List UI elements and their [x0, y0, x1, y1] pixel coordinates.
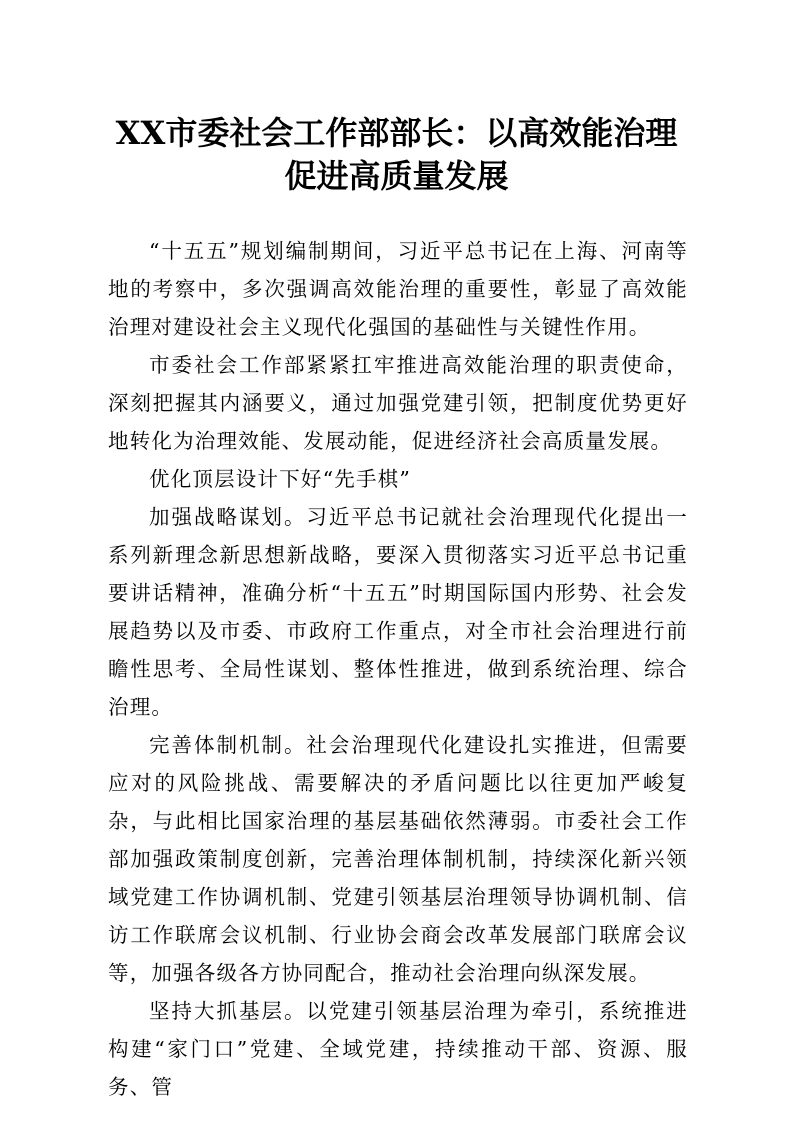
paragraph-intro: “十五五”规划编制期间，习近平总书记在上海、河南等地的考察中，多次强调高效能治理的重要性，彰显了高效能治理对建设社会主义现代化强国的基础性与关键性作用。: [108, 239, 688, 339]
section-heading: 优化顶层设计下好“先手棋”: [149, 467, 412, 491]
paragraph-grassroots: 坚持大抓基层。以党建引领基层治理为牵引，系统推进构建“家门口”党建、全域党建，持续推动干部、资源、服务、管: [108, 999, 688, 1099]
document-body: [108, 232, 688, 1106]
title-line-2: 促进高质量发展: [284, 157, 509, 195]
document-title: [60, 112, 733, 198]
title-line-1: XX市委社会工作部部长：以高效能治理: [115, 114, 678, 152]
paragraph-mechanism: 完善体制机制。社会治理现代化建设扎实推进，但需要应对的风险挑战、需要解决的矛盾问题比以往更加严峻复杂，与此相比国家治理的基层基础依然薄弱。市委社会工作部加强政策制度创新，完善治理体制机制，持续深化新兴领域党建工作协调机制、党建引领基层治理领导协调机制、信访工作联席会议机制、行业协会商会改革发展部门联席会议等，加强各级各方协同配合，推动社会治理向纵深发展。: [108, 733, 688, 985]
paragraph-mission: 市委社会工作部紧紧扛牢推进高效能治理的职责使命，深刻把握其内涵要义，通过加强党建引领，把制度优势更好地转化为治理效能、发展动能，促进经济社会高质量发展。: [108, 353, 688, 453]
paragraph-strategy: 加强战略谋划。习近平总书记就社会治理现代化提出一系列新理念新思想新战略，要深入贯彻落实习近平总书记重要讲话精神，准确分析“十五五”时期国际国内形势、社会发展趋势以及市委、市政府工作重点，对全市社会治理进行前瞻性思考、全局性谋划、整体性推进，做到系统治理、综合治理。: [108, 505, 688, 719]
